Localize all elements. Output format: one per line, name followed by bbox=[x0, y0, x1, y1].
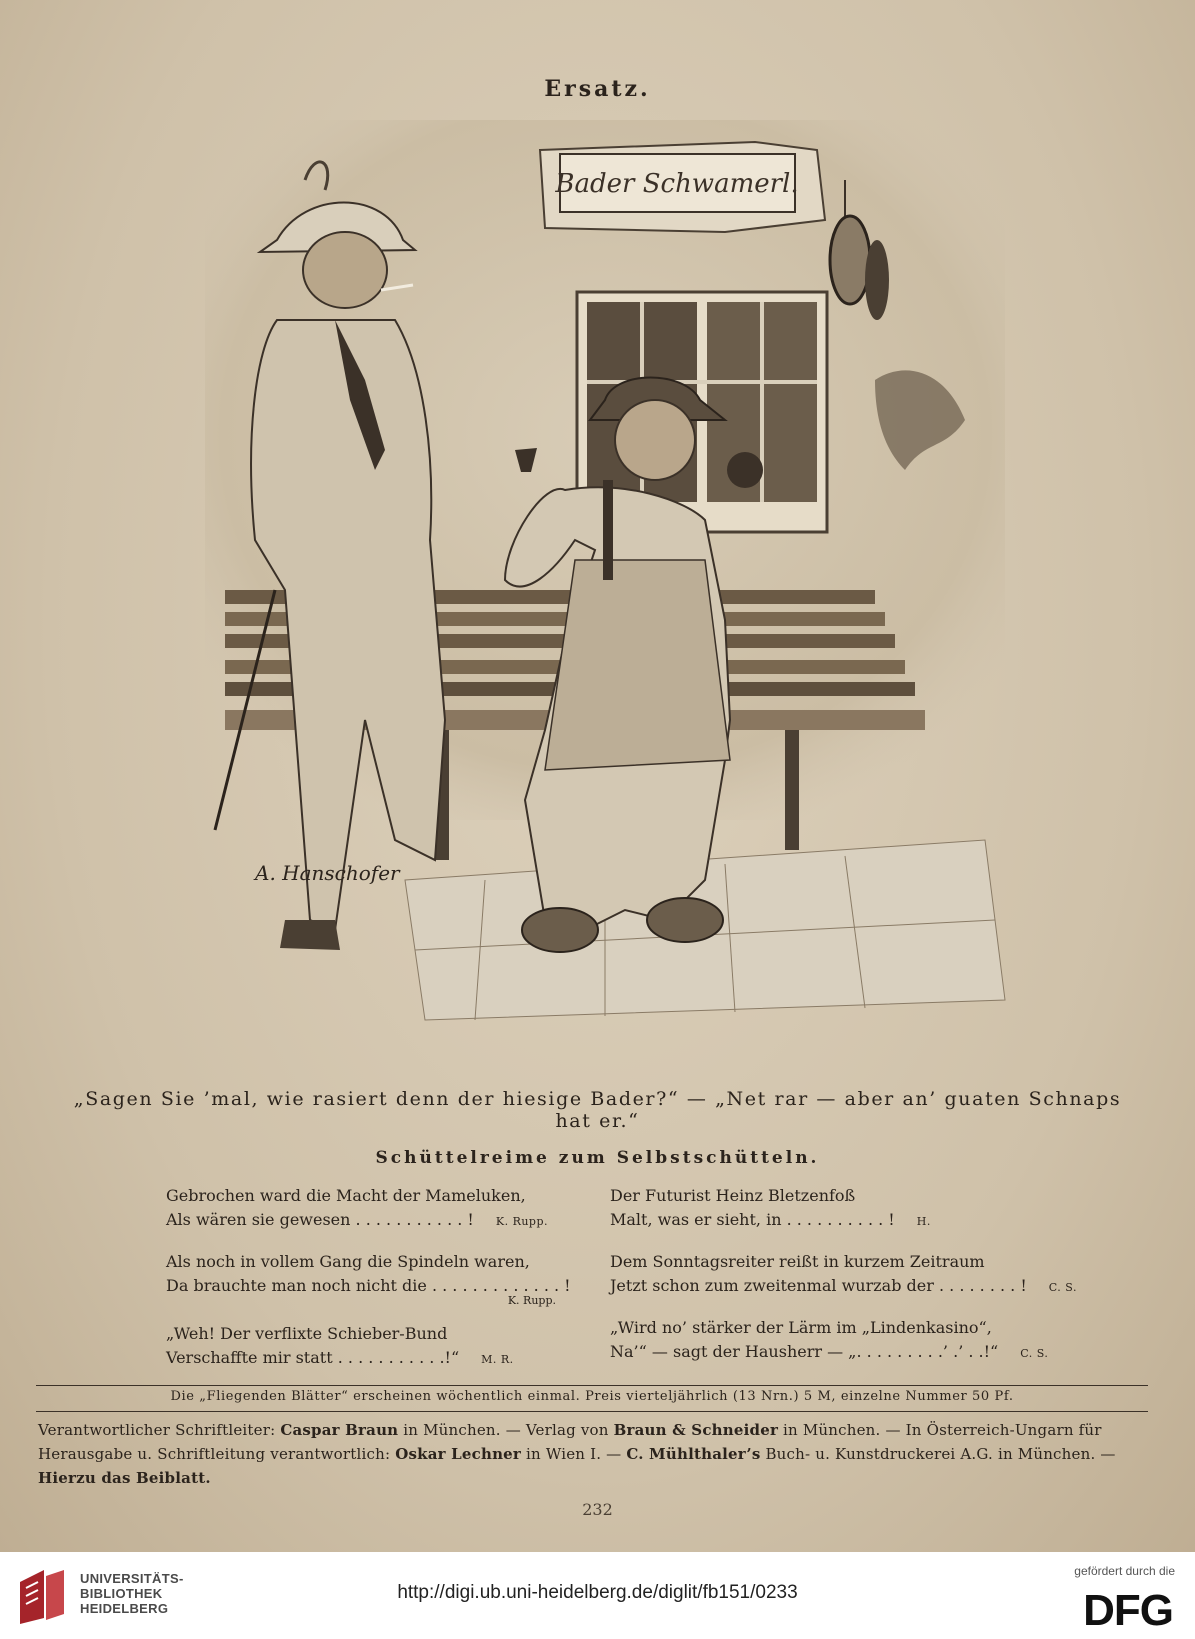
rhyme-line: Als noch in vollem Gang die Spindeln waren, bbox=[166, 1252, 530, 1271]
rhyme-line: „Weh! Der verflixte Schieber-Bund bbox=[166, 1324, 448, 1343]
dfg-logo: DFG bbox=[1083, 1586, 1173, 1635]
rhyme-author: M. R. bbox=[481, 1353, 514, 1366]
artist-signature: A. Hanschofer bbox=[255, 861, 400, 885]
rhyme-line: Jetzt schon zum zweitenmal wurzab der . . . . . . . . ! C. S. bbox=[610, 1276, 1077, 1295]
rhyme-line: Dem Sonntagsreiter reißt in kurzem Zeitraum bbox=[610, 1252, 985, 1271]
rhyme-stanza bbox=[610, 1316, 1049, 1366]
pipe bbox=[603, 480, 613, 580]
rhyme-line: Der Futurist Heinz Bletzenfoß bbox=[610, 1186, 856, 1205]
library-name: UNIVERSITÄTS- BIBLIOTHEK HEIDELBERG bbox=[80, 1571, 184, 1616]
divider-bottom bbox=[36, 1411, 1148, 1412]
permalink[interactable]: http://digi.ub.uni-heidelberg.de/diglit/fb151/0233 bbox=[397, 1582, 798, 1603]
rhyme-line: Da brauchte man noch nicht die . . . . . . . . . . . . . ! bbox=[166, 1276, 571, 1295]
apron bbox=[545, 560, 730, 770]
sign-text: Bader Schwamerl. bbox=[555, 169, 799, 199]
publication-notice: Die „Fliegenden Blätter“ erscheinen wöchentlich einmal. Preis vierteljährlich (13 Nrn.) 5 M, einzelne Nummer 50 Pf. bbox=[170, 1389, 1014, 1404]
rhymes-left-column bbox=[166, 1184, 586, 1388]
rhyme-line: Als wären sie gewesen . . . . . . . . . . . ! K. Rupp. bbox=[166, 1210, 549, 1229]
imprint: Verantwortlicher Schriftleiter: Caspar Braun in München. — Verlag von Braun & Schneider in München. — In Österreich-Ungarn für Herausgabe u. Schriftleitung verantwortlich: Oskar Lechner in Wien I. — C. Mühlthaler’s Buch- u. Kunstdruckerei A.G. in München. — Hierzu das Beiblatt. bbox=[38, 1421, 1116, 1487]
footer-bar bbox=[0, 1552, 1195, 1639]
rhymes-title: Schüttelreime zum Selbstschütteln. bbox=[375, 1148, 820, 1168]
rhyme-stanza bbox=[166, 1184, 586, 1234]
rhyme-author: C. S. bbox=[1048, 1281, 1077, 1294]
rhyme-author: K. Rupp. bbox=[507, 1294, 556, 1307]
rhyme-line: „Wird no’ stärker der Lärm im „Lindenkasino“, bbox=[610, 1318, 992, 1337]
rhymes-block bbox=[166, 1184, 1086, 1367]
rhyme-line: Verschaffte mir statt . . . . . . . . . . .!“ M. R. bbox=[166, 1348, 514, 1367]
rhyme-author: K. Rupp. bbox=[495, 1215, 549, 1228]
page-number: 232 bbox=[582, 1500, 613, 1519]
rhymes-right-column bbox=[610, 1184, 1077, 1382]
illustration bbox=[185, 120, 1025, 1040]
rhyme-stanza bbox=[166, 1250, 586, 1306]
rhyme-stanza bbox=[166, 1322, 586, 1372]
rhyme-author: C. S. bbox=[1020, 1347, 1049, 1360]
rhyme-stanza bbox=[610, 1184, 1030, 1234]
divider-top bbox=[36, 1385, 1148, 1386]
shop-sign bbox=[540, 142, 825, 232]
funding-label: gefördert durch die bbox=[1074, 1564, 1175, 1578]
illustration-caption: „Sagen Sie ’mal, wie rasiert denn der hiesige Bader?“ — „Net rar — aber an’ guaten Schnaps hat er.“ bbox=[73, 1088, 1122, 1132]
rhyme-line: Na’“ — sagt der Hausherr — „. . . . . . . . .’ .’ . .!“ C. S. bbox=[610, 1342, 1049, 1361]
rhyme-line: Malt, was er sieht, in . . . . . . . . . . ! H. bbox=[610, 1210, 931, 1229]
rhyme-stanza bbox=[610, 1250, 1077, 1300]
page-title: Ersatz. bbox=[544, 76, 651, 102]
rhyme-line: Gebrochen ward die Macht der Mameluken, bbox=[166, 1186, 526, 1205]
rhyme-author: H. bbox=[916, 1215, 931, 1228]
